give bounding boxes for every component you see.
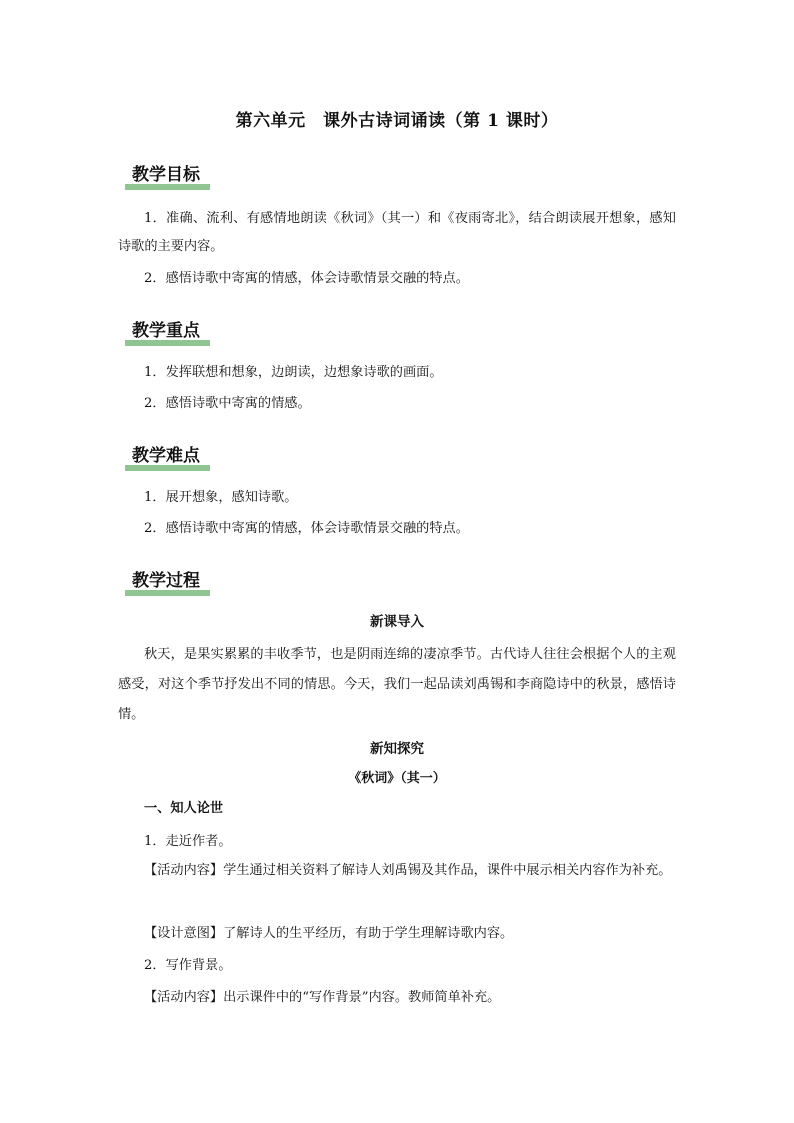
- key-point-item-1: 1．发挥联想和想象，边朗读，边想象诗歌的画面。: [144, 365, 443, 380]
- section-heading-process: 教学过程: [128, 566, 204, 592]
- difficulty-item-1: 1．展开想象，感知诗歌。: [144, 490, 298, 505]
- subheading-intro: 新课导入: [370, 614, 424, 630]
- document-title: 第六单元 课外古诗词诵读（第 1 课时）: [235, 111, 559, 131]
- design-intent-1: 【设计意图】了解诗人的生平经历，有助于学生理解诗歌内容。: [144, 926, 514, 941]
- step-1: 1．走近作者。: [144, 834, 232, 849]
- section-heading-key-points: 教学重点: [128, 316, 204, 342]
- poem-title: 《秋词》（其一）: [348, 771, 446, 786]
- difficulty-item-2: 2．感悟诗歌中寄寓的情感，体会诗歌情景交融的特点。: [144, 521, 469, 536]
- key-point-item-2: 2．感悟诗歌中寄寓的情感。: [144, 396, 311, 411]
- activity-1: 【活动内容】学生通过相关资料了解诗人刘禹锡及其作品，课件中展示相关内容作为补充。: [144, 863, 672, 878]
- goal-item-1: 1．准确、流利、有感情地朗读《秋词》（其一）和《夜雨寄北》，结合朗读展开想象，感知诗歌的主要内容。: [118, 211, 676, 254]
- section-heading-goals: 教学目标: [128, 160, 204, 186]
- activity-2: 【活动内容】出示课件中的“写作背景”内容。教师简单补充。: [144, 990, 501, 1005]
- step-2: 2．写作背景。: [144, 958, 232, 973]
- goal-item-2: 2．感悟诗歌中寄寓的情感，体会诗歌情景交融的特点。: [144, 271, 469, 286]
- subheading-explore: 新知探究: [370, 741, 424, 757]
- section-heading-difficulties: 教学难点: [128, 441, 204, 467]
- part-title-1: 一、知人论世: [144, 801, 224, 816]
- intro-paragraph: 秋天，是果实累累的丰收季节，也是阴雨连绵的凄凉季节。古代诗人往往会根据个人的主观感受，对这个季节抒发出不同的情思。今天，我们一起品读刘禹锡和李商隐诗中的秋景，感悟诗情。: [118, 647, 676, 722]
